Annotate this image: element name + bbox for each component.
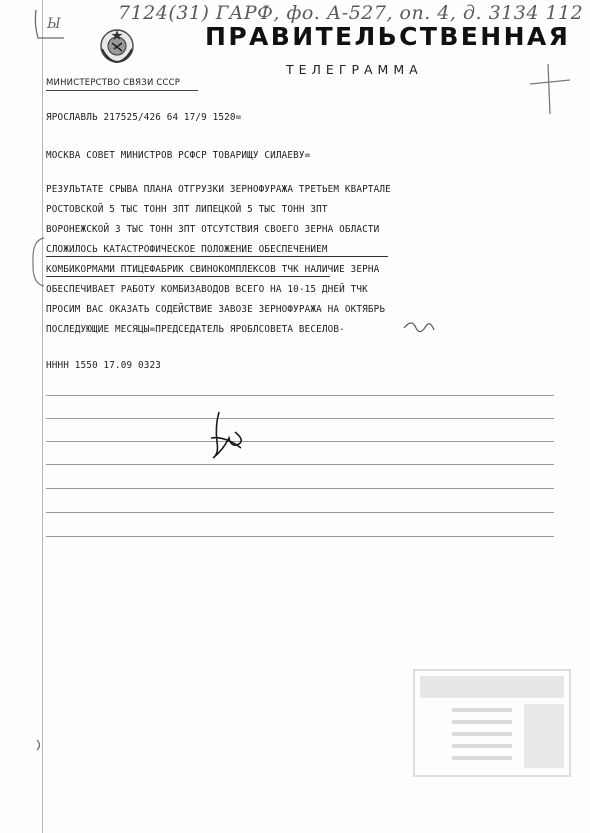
footer-line: НННН 1550 17.09 0323 <box>46 360 161 371</box>
pencil-plus-mark <box>528 60 572 116</box>
ministry-label: МИНИСТЕРСТВО СВЯЗИ СССР <box>46 78 181 88</box>
form-rule-line <box>46 488 554 489</box>
form-rule-line <box>46 536 554 537</box>
left-margin-mark <box>34 738 44 752</box>
archive-reference-note: 7124(31) ГАРФ, фо. А-527, оп. 4, д. 3134 112 <box>118 2 584 24</box>
body-line: ВОРОНЕЖСКОЙ 3 ТЫС ТОНН ЗПТ ОТСУТСТВИЯ СВОЕГО ЗЕРНА ОБЛАСТИ <box>46 224 380 235</box>
form-rule-line <box>46 395 554 396</box>
pencil-margin-bracket <box>28 236 48 288</box>
form-rule-line <box>46 418 554 419</box>
pen-underline <box>46 256 388 257</box>
ministry-underline <box>46 90 198 91</box>
page-left-edge <box>42 0 43 833</box>
body-line: РОСТОВСКОЙ 5 ТЫС ТОНН ЗПТ ЛИПЕЦКОЙ 5 ТЫС ТОНН ЗПТ <box>46 204 328 215</box>
origin-line: ЯРОСЛАВЛЬ 217525/426 64 17/9 1520= <box>46 112 242 123</box>
pen-underline <box>46 276 330 277</box>
telegram-header-title: ПРАВИТЕЛЬСТВЕННАЯ <box>205 22 571 51</box>
handwritten-signature <box>205 408 255 464</box>
telegram-header-subtitle: ТЕЛЕГРАММА <box>286 62 423 77</box>
address-line: МОСКВА СОВЕТ МИНИСТРОВ РСФСР ТОВАРИЩУ СИЛАЕВУ= <box>46 150 311 161</box>
form-rule-line <box>46 464 554 465</box>
pen-end-mark <box>402 316 438 338</box>
body-line: ПРОСИМ ВАС ОКАЗАТЬ СОДЕЙСТВИЕ ЗАВОЗЕ ЗЕРНОФУРАЖА НА ОКТЯБРЬ <box>46 304 386 315</box>
faded-stamp <box>412 668 572 778</box>
ussr-emblem-icon <box>98 27 136 65</box>
form-rule-line <box>46 512 554 513</box>
body-line: ОБЕСПЕЧИВАЕТ РАБОТУ КОМБИЗАВОДОВ ВСЕГО НА 10-15 ДНЕЙ ТЧК <box>46 284 368 295</box>
body-line: СЛОЖИЛОСЬ КАТАСТРОФИЧЕСКОЕ ПОЛОЖЕНИЕ ОБЕСПЕЧЕНИЕМ <box>46 244 328 255</box>
body-line: КОМБИКОРМАМИ ПТИЦЕФАБРИК СВИНОКОМПЛЕКСОВ ТЧК НАЛИЧИЕ ЗЕРНА <box>46 264 380 275</box>
form-rule-line <box>46 441 554 442</box>
pencil-bracket-mark <box>30 4 70 54</box>
body-line: РЕЗУЛЬТАТЕ СРЫВА ПЛАНА ОТГРУЗКИ ЗЕРНОФУРАЖА ТРЕТЬЕМ КВАРТАЛЕ <box>46 184 391 195</box>
body-line: ПОСЛЕДУЮЩИЕ МЕСЯЦЫ=ПРЕДСЕДАТЕЛЬ ЯРОБЛСОВЕТА ВЕСЕЛОВ- <box>46 324 345 335</box>
svg-text:Ы: Ы <box>47 16 61 32</box>
